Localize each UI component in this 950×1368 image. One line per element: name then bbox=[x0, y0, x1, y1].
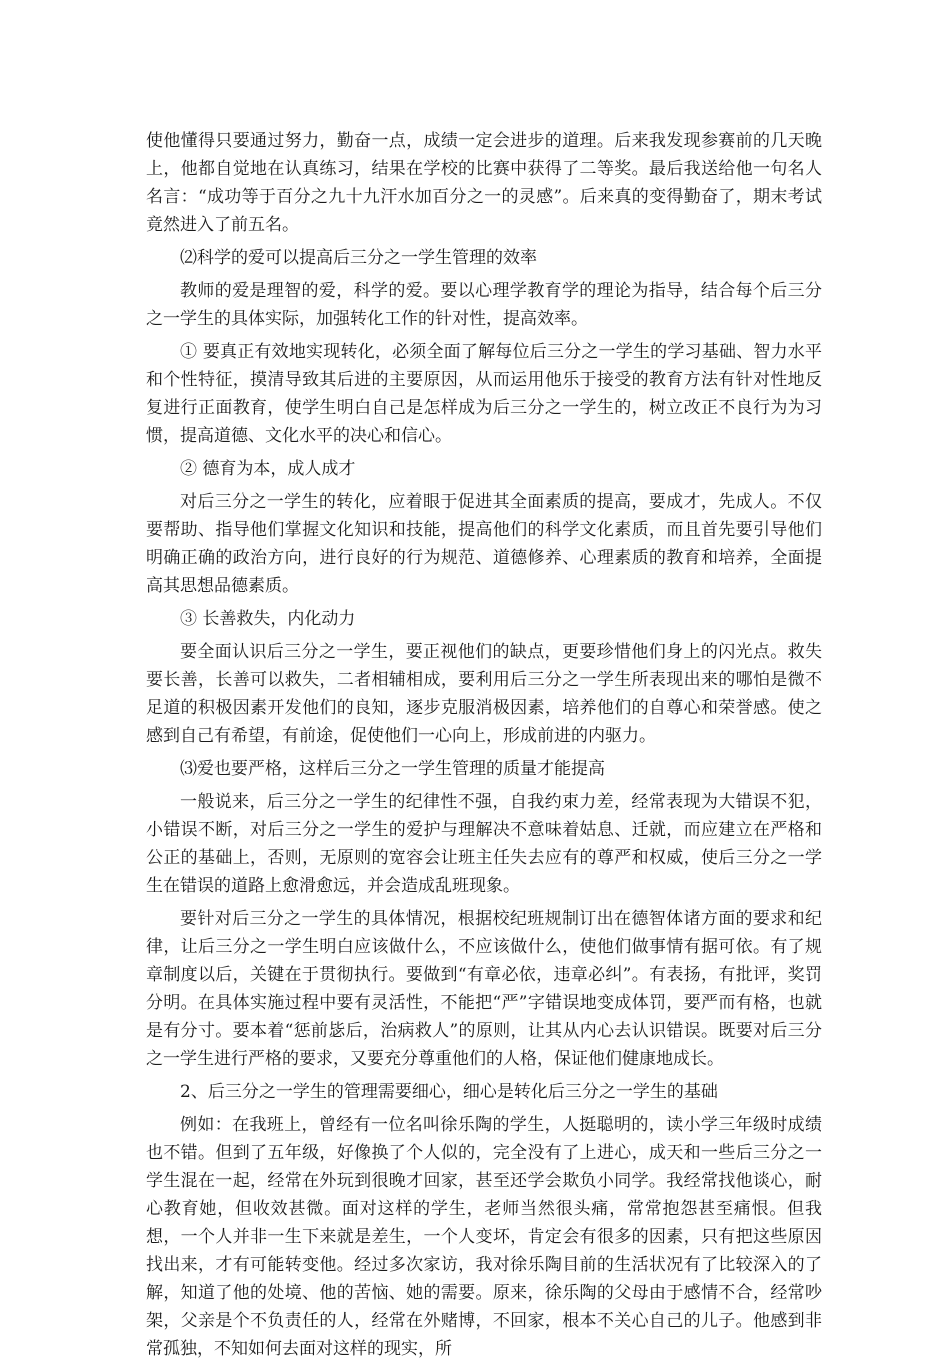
paragraph-continuation: 使他懂得只要通过努力，勤奋一点，成绩一定会进步的道理。后来我发现参赛前的几天晚上，他都自觉地在认真练习，结果在学校的比赛中获得了二等奖。最后我送给他一句名人名言：“成功等于百分之九十九汗水加百分之一的灵感”。后来真的变得勤奋了，期末考试竟然进入了前五名。 bbox=[146, 131, 822, 235]
subheading-moral-education: ② 德育为本，成人成才 bbox=[180, 459, 356, 479]
paragraph: 要针对后三分之一学生的具体情况，根据校纪班规制订出在德智体诸方面的要求和纪律，让后三分之一学生明白应该做什么，不应该做什么，使他们做事情有据可依。有了规章制度以后，关键在于贯彻执行。要做到“有章必依，违章必纠”。有表扬，有批评，奖罚分明。在具体实施过程中要有灵活性，不能把“严”字错误地变成体罚，要严而有格，也就是有分寸。要本着“惩前毖后，治病救人”的原则，让其从内心去认识错误。既要对后三分之一学生进行严格的要求，又要充分尊重他们的人格，保证他们健康地成长。 bbox=[146, 909, 822, 1069]
section-heading-attentiveness: 2、后三分之一学生的管理需要细心，细心是转化后三分之一学生的基础 bbox=[180, 1082, 718, 1102]
paragraph: 教师的爱是理智的爱，科学的爱。要以心理学教育学的理论为指导，结合每个后三分之一学生的具体实际，加强转化工作的针对性，提高效率。 bbox=[146, 281, 822, 329]
paragraph: 要全面认识后三分之一学生，要正视他们的缺点，更要珍惜他们身上的闪光点。救失要长善，长善可以救失，二者相辅相成，要利用后三分之一学生所表现出来的哪怕是微不足道的积极因素开发他们的良知，逐步克服消极因素，培养他们的自尊心和荣誉感。使之感到自己有希望，有前途，促使他们一心向上，形成前进的内驱力。 bbox=[146, 642, 822, 746]
section-heading-scientific-love: ⑵科学的爱可以提高后三分之一学生管理的效率 bbox=[180, 248, 537, 268]
paragraph-point-1: ① 要真正有效地实现转化，必须全面了解每位后三分之一学生的学习基础、智力水平和个性特征，摸清导致其后进的主要原因，从而运用他乐于接受的教育方法有针对性地反复进行正面教育，使学生明白自己是怎样成为后三分之一学生的，树立改正不良行为为习惯，提高道德、文化水平的决心和信心。 bbox=[146, 342, 822, 446]
document-body bbox=[146, 127, 822, 1368]
paragraph: 对后三分之一学生的转化，应着眼于促进其全面素质的提高，要成才，先成人。不仅要帮助、指导他们掌握文化知识和技能，提高他们的科学文化素质，而且首先要引导他们明确正确的政治方向，进行良好的行为规范、道德修养、心理素质的教育和培养，全面提高其思想品德素质。 bbox=[146, 492, 822, 596]
subheading-strengths: ③ 长善救失，内化动力 bbox=[180, 609, 356, 629]
paragraph: 一般说来，后三分之一学生的纪律性不强，自我约束力差，经常表现为大错误不犯，小错误不断，对后三分之一学生的爱护与理解决不意味着姑息、迁就，而应建立在严格和公正的基础上，否则，无原则的宽容会让班主任失去应有的尊严和权威，使后三分之一学生在错误的道路上愈滑愈远，并会造成乱班现象。 bbox=[146, 792, 822, 896]
paragraph-example: 例如：在我班上，曾经有一位名叫徐乐陶的学生，人挺聪明的，读小学三年级时成绩也不错。但到了五年级，好像换了个人似的，完全没有了上进心，成天和一些后三分之一学生混在一起，经常在外玩到很晚才回家，甚至还学会欺负小同学。我经常找他谈心，耐心教育她，但收效甚微。面对这样的学生，老师当然很头痛，常常抱怨甚至痛恨。但我想，一个人并非一生下来就是差生，一个人变坏，肯定会有很多的因素，只有把这些原因找出来，才有可能转变他。经过多次家访，我对徐乐陶目前的生活状况有了比较深入的了解，知道了他的处境、他的苦恼、她的需要。原来，徐乐陶的父母由于感情不合，经常吵架，父亲是个不负责任的人，经常在外赌博，不回家，根本不关心自己的儿子。他感到非常孤独，不知如何去面对这样的现实，所 bbox=[146, 1115, 822, 1359]
section-heading-strict-love: ⑶爱也要严格，这样后三分之一学生管理的质量才能提高 bbox=[180, 759, 605, 779]
